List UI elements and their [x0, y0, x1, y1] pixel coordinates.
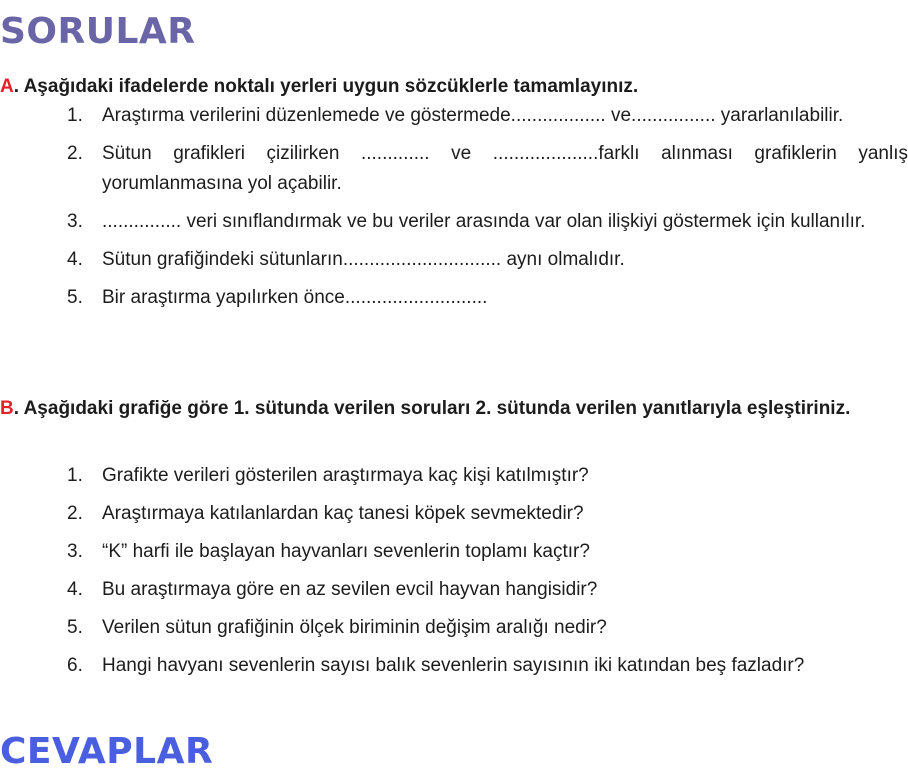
- item-number: 6.: [67, 655, 83, 676]
- item-number: 3.: [67, 211, 83, 232]
- item-number: 1.: [67, 105, 83, 126]
- item-text: Grafikte verileri gösterilen araştırmaya kaç kişi katılmıştır?: [102, 465, 589, 486]
- item-number: 3.: [67, 541, 83, 562]
- item-number: 4.: [67, 249, 83, 270]
- list-item: [0, 575, 908, 605]
- item-number: 2.: [67, 503, 83, 524]
- section-b-instruction: . Aşağıdaki grafiğe göre 1. sütunda verilen soruları 2. sütunda verilen yanıtlarıyla eşleştiriniz.: [13, 398, 851, 419]
- list-item: [0, 245, 908, 275]
- answers-heading: CEVAPLAR: [0, 731, 214, 772]
- list-item: [0, 139, 908, 199]
- list-item: [0, 537, 908, 567]
- item-number: 5.: [67, 287, 83, 308]
- item-text: “K” harfi ile başlayan hayvanları sevenlerin toplamı kaçtır?: [102, 541, 590, 562]
- list-item: [0, 651, 908, 681]
- questions-heading: SORULAR: [0, 11, 196, 52]
- item-text: Bir araştırma yapılırken önce...........................: [102, 287, 488, 308]
- item-number: 4.: [67, 579, 83, 600]
- list-item: [0, 283, 908, 313]
- section-a-question-list: [0, 101, 908, 321]
- item-number: 2.: [67, 143, 83, 164]
- item-number: 5.: [67, 617, 83, 638]
- section-a-instruction: . Aşağıdaki ifadelerde noktalı yerleri uygun sözcüklerle tamamlayınız.: [13, 76, 639, 97]
- list-item: [0, 101, 908, 131]
- list-item: [0, 207, 908, 237]
- item-text: Verilen sütun grafiğinin ölçek biriminin değişim aralığı nedir?: [102, 617, 607, 638]
- item-text: Sütun grafikleri çizilirken ............. ve ....................farklı alınması grafiklerin yanlış yorumlanmasına yol açabilir.: [102, 143, 908, 194]
- item-text: Hangi havyanı sevenlerin sayısı balık sevenlerin sayısının iki katından beş fazladır?: [102, 655, 805, 676]
- section-a-title: [0, 72, 908, 102]
- section-b-letter: B: [0, 398, 14, 419]
- section-b-question-list: [0, 461, 908, 689]
- item-text: Araştırmaya katılanlardan kaç tanesi köpek sevmektedir?: [102, 503, 584, 524]
- item-text: ............... veri sınıflandırmak ve bu veriler arasında var olan ilişkiyi göstermek için kullanılır.: [102, 211, 866, 232]
- item-text: Bu araştırmaya göre en az sevilen evcil hayvan hangisidir?: [102, 579, 598, 600]
- list-item: [0, 461, 908, 491]
- item-number: 1.: [67, 465, 83, 486]
- list-item: [0, 499, 908, 529]
- item-text: Araştırma verilerini düzenlemede ve göstermede.................. ve................ yararlanılabilir.: [102, 105, 844, 126]
- list-item: [0, 613, 908, 643]
- section-b-title: [0, 394, 908, 424]
- section-a-letter: A: [0, 76, 14, 97]
- item-text: Sütun grafiğindeki sütunların.............................. aynı olmalıdır.: [102, 249, 625, 270]
